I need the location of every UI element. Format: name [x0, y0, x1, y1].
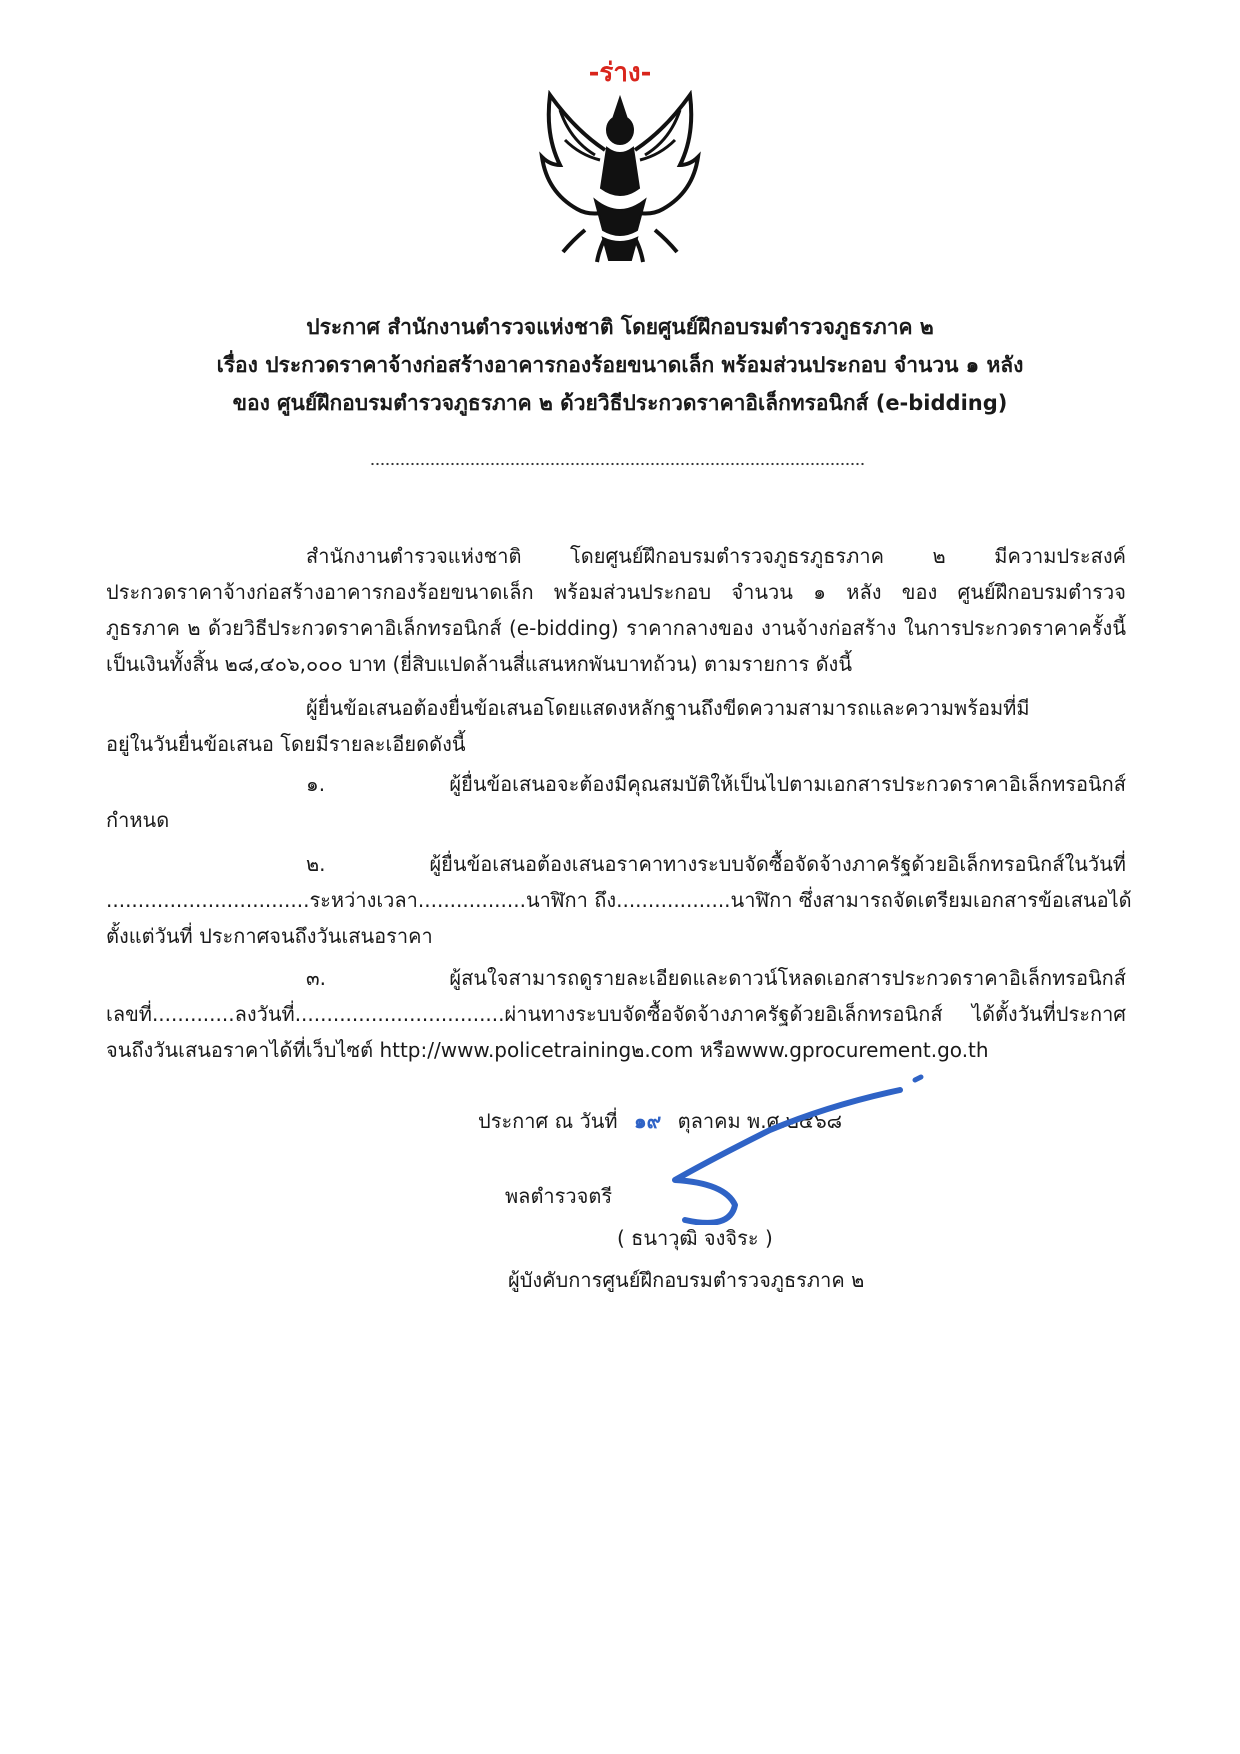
paragraph-1-line-3: ภูธรภาค ๒ ด้วยวิธีประกวดราคาอิเล็กทรอนิกส์ (e-bidding) ราคากลางของ งานจ้างก่อสร้าง ในการประกวดราคาครั้งนี้ — [106, 616, 1126, 640]
paragraph-2-line-2: อยู่ในวันยื่นข้อเสนอ โดยมีรายละเอียดดังนี้ — [106, 732, 466, 756]
garuda-emblem — [535, 90, 705, 270]
item-2-line-1: ๒. ผู้ยื่นข้อเสนอต้องเสนอราคาทางระบบจัดซื้อจัดจ้างภาครัฐด้วยอิเล็กทรอนิกส์ในวันที่ — [306, 852, 1126, 876]
signatory-position: ผู้บังคับการศูนย์ฝึกอบรมตำรวจภูธรภาค ๒ — [508, 1268, 865, 1292]
draft-mark: -ร่าง- — [588, 58, 652, 88]
paragraph-1-line-1: สำนักงานตำรวจแห่งชาติ โดยศูนย์ฝึกอบรมตำรวจภูธรภูธรภาค ๒ มีความประสงค์ — [306, 544, 1126, 568]
announced-prefix: ประกาศ ณ วันที่ — [478, 1109, 618, 1133]
heading-line-3: ของ ศูนย์ฝึกอบรมตำรวจภูธรภาค ๒ ด้วยวิธีประกวดราคาอิเล็กทรอนิกส์ (e-bidding) — [232, 391, 1008, 415]
signatory-rank: พลตำรวจตรี — [505, 1184, 613, 1208]
item-2-line-2: ................................ระหว่างเวลา.................นาฬิกา ถึง..................นาฬิกา ซึ่งสามารถจัดเตรียมเอกสารข้อเสนอได้ — [106, 888, 1132, 912]
dotted-separator — [370, 462, 865, 466]
announcement-heading — [150, 308, 1090, 422]
item-1-line-1: ๑. ผู้ยื่นข้อเสนอจะต้องมีคุณสมบัติให้เป็นไปตามเอกสารประกวดราคาอิเล็กทรอนิกส์ — [306, 772, 1126, 796]
announced-day: ๑๙ — [633, 1109, 662, 1133]
item-3-line-1: ๓. ผู้สนใจสามารถดูรายละเอียดและดาวน์โหลดเอกสารประกวดราคาอิเล็กทรอนิกส์ — [306, 966, 1126, 990]
item-1-line-2: กำหนด — [106, 808, 170, 832]
heading-line-2: เรื่อง ประกวดราคาจ้างก่อสร้างอาคารกองร้อยขนาดเล็ก พร้อมส่วนประกอบ จำนวน ๑ หลัง — [216, 353, 1024, 377]
announced-month-year: ตุลาคม พ.ศ.๒๕๖๘ — [677, 1109, 843, 1133]
heading-line-1: ประกาศ สำนักงานตำรวจแห่งชาติ โดยศูนย์ฝึกอบรมตำรวจภูธรภาค ๒ — [306, 315, 934, 339]
item-2-line-3: ตั้งแต่วันที่ ประกาศจนถึงวันเสนอราคา — [106, 924, 433, 948]
handwritten-signature — [630, 1055, 930, 1225]
item-3-line-2: เลขที่.............ลงวันที่.................................ผ่านทางระบบจัดซื้อจัดจ้างภาครัฐด้วยอิเล็กทรอนิกส์ ได้ตั้งวันที่ประกาศ — [106, 1002, 1126, 1026]
item-3-line-3: จนถึงวันเสนอราคาได้ที่เว็บไซต์ http://www.policetraining๒.com หรือwww.gprocurement.go.th — [106, 1038, 989, 1062]
paragraph-1-line-4: เป็นเงินทั้งสิ้น ๒๘,๔๐๖,๐๐๐ บาท (ยี่สิบแปดล้านสี่แสนหกพันบาทถ้วน) ตามรายการ ดังนี้ — [106, 652, 852, 676]
paragraph-1-line-2: ประกวดราคาจ้างก่อสร้างอาคารกองร้อยขนาดเล็ก พร้อมส่วนประกอบ จำนวน ๑ หลัง ของ ศูนย์ฝึกอบรมตำรวจ — [106, 580, 1126, 604]
signatory-name: ( ธนาวุฒิ จงจิระ ) — [617, 1226, 773, 1250]
paragraph-2-line-1: ผู้ยื่นข้อเสนอต้องยื่นข้อเสนอโดยแสดงหลักฐานถึงขีดความสามารถและความพร้อมที่มี — [306, 696, 1030, 720]
